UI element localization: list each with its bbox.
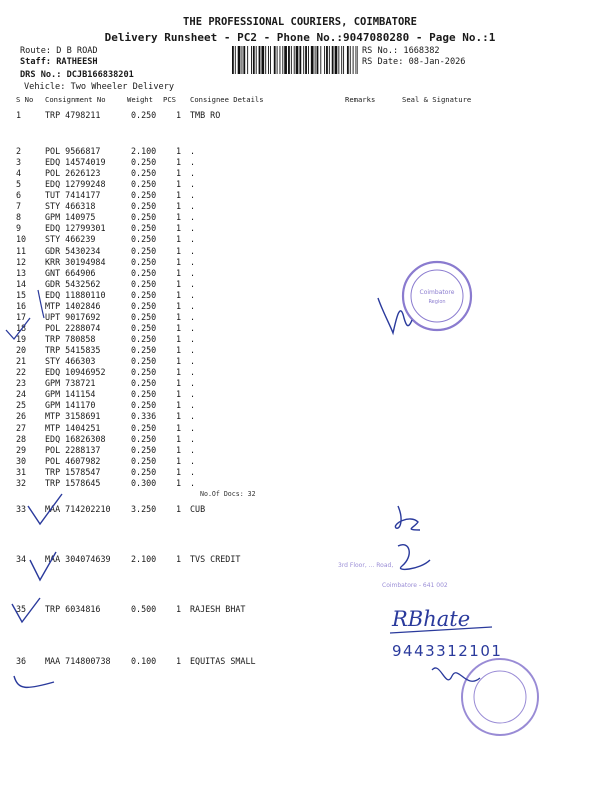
handwritten-phone: 9443312101 [392,642,503,660]
cell-consignment: EDQ 14574019 [45,157,106,168]
cell-consignment: TRP 1578645 [45,477,101,488]
cell-consignee: . [190,190,196,201]
cell-consignment: MTP 1404251 [45,422,101,433]
tick-mark-2 [6,318,30,339]
tick-mark-33 [28,494,62,524]
tick-mark-1 [38,290,44,318]
cell-weight: 0.100 [131,656,157,666]
cell-consignment: EDQ 12799301 [45,223,106,234]
cell-consignee: . [190,400,196,411]
route-label: Route: D B ROAD [20,46,98,56]
cell-sno: 8 [16,212,22,223]
cell-sno: 27 [16,422,27,433]
cell-consignee: . [190,334,196,345]
cell-weight: 0.250 [131,444,157,455]
cell-pcs: 1 [176,400,182,411]
cell-consignment: EDQ 16826308 [45,433,106,444]
cell-consignee: . [190,157,196,168]
cell-consignment: MAA 714202210 [45,504,111,514]
cell-consignee: . [190,444,196,455]
col-sno: S No [16,95,34,104]
cell-pcs: 1 [176,179,182,190]
cell-pcs: 1 [176,356,182,367]
tvs-stamp [338,562,448,589]
col-remarks: Remarks [345,95,376,104]
cell-pcs: 1 [176,234,182,245]
cell-consignee: . [190,300,196,311]
cell-consignee: . [190,168,196,179]
cell-consignee: EQUITAS SMALL [190,656,256,666]
cell-consignee: . [190,256,196,267]
tick-mark-35 [12,598,40,622]
cell-sno: 36 [16,656,27,666]
bank-stamp [462,659,538,735]
cell-weight: 0.250 [131,234,157,245]
cell-pcs: 1 [176,190,182,201]
cell-sno: 30 [16,455,27,466]
cell-consignment: TRP 5415835 [45,345,101,356]
cell-weight: 0.250 [131,201,157,212]
cell-weight: 0.250 [131,367,157,378]
cell-sno: 9 [16,223,22,234]
cell-pcs: 1 [176,256,182,267]
cell-pcs: 1 [176,245,182,256]
cell-weight: 0.250 [131,190,157,201]
cell-pcs: 1 [176,504,182,514]
cell-sno: 34 [16,554,27,564]
cell-consignee: . [190,433,196,444]
cell-consignee: . [190,289,196,300]
cell-sno: 26 [16,411,27,422]
cell-weight: 0.250 [131,422,157,433]
cell-weight: 0.300 [131,477,157,488]
cell-pcs: 1 [176,322,182,333]
cell-consignment: KRR 30194984 [45,256,106,267]
cell-weight: 0.250 [131,455,157,466]
cell-sno: 3 [16,157,22,168]
cell-weight: 0.250 [131,212,157,223]
cell-sno: 5 [16,179,22,190]
cell-weight: 2.100 [131,146,157,156]
cell-sno: 29 [16,444,27,455]
cell-sno: 13 [16,267,27,278]
cell-consignee: . [190,389,196,400]
cell-weight: 0.250 [131,334,157,345]
vehicle-label: Vehicle: Two Wheeler Delivery [24,82,175,92]
cell-consignment: TRP 780858 [45,334,96,345]
cell-pcs: 1 [176,334,182,345]
cell-sno: 2 [16,146,22,156]
cell-weight: 0.250 [131,400,157,411]
drs-number: DRS No.: DCJB166838201 [20,70,134,80]
cell-consignee: . [190,422,196,433]
signature-scribble-1 [378,298,412,333]
cell-weight: 0.250 [131,345,157,356]
cell-consignee: . [190,179,196,190]
cell-consignment: POL 9566817 [45,146,101,156]
signature-33 [395,506,420,530]
cell-consignee: . [190,234,196,245]
cell-consignee: . [190,466,196,477]
cell-sno: 32 [16,477,27,488]
cell-consignee: . [190,345,196,356]
cell-consignment: GPM 738721 [45,378,96,389]
cell-consignee: . [190,223,196,234]
cell-consignee: CUB [190,504,206,514]
cell-consignment: UPT 9017692 [45,311,101,322]
cell-sno: 7 [16,201,22,212]
cell-weight: 3.250 [131,504,157,514]
cell-pcs: 1 [176,656,182,666]
cell-sno: 6 [16,190,22,201]
cell-sno: 11 [16,245,27,256]
cell-weight: 0.250 [131,300,157,311]
cell-weight: 0.250 [131,466,157,477]
cell-consignee: . [190,267,196,278]
cell-pcs: 1 [176,422,182,433]
cell-consignee: TMB RO [190,110,221,120]
cell-pcs: 1 [176,168,182,179]
cell-consignment: MTP 3158691 [45,411,101,422]
svg-text:Region: Region [428,299,446,305]
cell-pcs: 1 [176,311,182,322]
svg-text:3rd Floor, ... Road,: 3rd Floor, ... Road, [338,562,394,569]
runsheet-subtitle: Delivery Runsheet - PC2 - Phone No.:9047080280 - Page No.:1 [104,31,496,44]
col-weight: Weight [127,95,153,104]
cell-sno: 1 [16,110,22,120]
courier-stamp [403,262,471,330]
cell-weight: 0.250 [131,433,157,444]
tick-mark-36 [14,676,54,687]
cell-pcs: 1 [176,212,182,223]
cell-pcs: 1 [176,267,182,278]
handwritten-signature: RBhate [392,607,471,631]
svg-text:Coimbatore - 641 002: Coimbatore - 641 002 [382,582,448,589]
cell-weight: 0.250 [131,110,157,120]
cell-sno: 18 [16,322,27,333]
cell-consignee: TVS CREDIT [190,554,241,564]
cell-consignee: . [190,356,196,367]
cell-pcs: 1 [176,554,182,564]
cell-consignment: EDQ 10946952 [45,367,106,378]
cell-weight: 0.250 [131,256,157,267]
cell-pcs: 1 [176,146,182,156]
cell-pcs: 1 [176,604,182,614]
cell-consignee: . [190,378,196,389]
cell-weight: 0.250 [131,311,157,322]
cell-sno: 20 [16,345,27,356]
cell-pcs: 1 [176,289,182,300]
cell-weight: 0.250 [131,157,157,168]
cell-consignment: GDR 5432562 [45,278,101,289]
cell-sno: 25 [16,400,27,411]
cell-consignee: . [190,322,196,333]
cell-sno: 23 [16,378,27,389]
cell-sno: 4 [16,168,22,179]
cell-pcs: 1 [176,345,182,356]
cell-weight: 0.250 [131,278,157,289]
cell-consignment: GPM 141170 [45,400,96,411]
cell-consignment: POL 4607982 [45,455,101,466]
cell-pcs: 1 [176,433,182,444]
cell-consignment: TRP 1578547 [45,466,101,477]
cell-weight: 0.250 [131,378,157,389]
cell-consignment: GPM 140975 [45,212,96,223]
signature-34 [398,545,430,570]
cell-sno: 14 [16,278,27,289]
cell-sno: 28 [16,433,27,444]
cell-consignee: RAJESH BHAT [190,604,246,614]
cell-consignee: . [190,311,196,322]
cell-weight: 0.500 [131,604,157,614]
cell-weight: 0.250 [131,223,157,234]
cell-pcs: 1 [176,300,182,311]
cell-consignment: TUT 7414177 [45,190,101,201]
cell-pcs: 1 [176,389,182,400]
cell-sno: 21 [16,356,27,367]
company-title: THE PROFESSIONAL COURIERS, COIMBATORE [183,16,417,28]
cell-weight: 0.250 [131,245,157,256]
cell-weight: 0.336 [131,411,157,422]
cell-weight: 0.250 [131,322,157,333]
cell-consignment: EDQ 12799248 [45,179,106,190]
cell-consignment: STY 466318 [45,201,96,212]
cell-consignment: GNT 664906 [45,267,96,278]
cell-sno: 12 [16,256,27,267]
cell-weight: 0.250 [131,289,157,300]
cell-consignee: . [190,367,196,378]
cell-weight: 0.250 [131,179,157,190]
cell-pcs: 1 [176,378,182,389]
col-consignment: Consignment No [45,95,106,104]
cell-consignment: GDR 5430234 [45,245,101,256]
rs-number: RS No.: 1668382 [362,46,440,56]
col-pcs: PCS [163,95,176,104]
docs-count: No.Of Docs: 32 [200,490,256,498]
cell-consignment: POL 2288137 [45,444,101,455]
cell-sno: 10 [16,234,27,245]
cell-consignment: STY 466239 [45,234,96,245]
cell-pcs: 1 [176,466,182,477]
cell-consignee: . [190,411,196,422]
cell-weight: 0.250 [131,267,157,278]
cell-consignee: . [190,278,196,289]
cell-weight: 0.250 [131,168,157,179]
staff-label: Staff: RATHEESH [20,57,98,67]
cell-consignment: EDQ 11880110 [45,289,106,300]
cell-consignment: TRP 4798211 [45,110,101,120]
cell-consignee: . [190,477,196,488]
cell-sno: 16 [16,300,27,311]
cell-consignment: POL 2626123 [45,168,101,179]
cell-consignee: . [190,201,196,212]
svg-text:Coimbatore: Coimbatore [419,289,455,296]
cell-sno: 15 [16,289,27,300]
cell-pcs: 1 [176,411,182,422]
cell-sno: 19 [16,334,27,345]
tick-mark-34 [30,552,56,580]
col-consignee: Consignee Details [190,95,264,104]
cell-pcs: 1 [176,444,182,455]
cell-pcs: 1 [176,223,182,234]
cell-weight: 2.100 [131,554,157,564]
cell-consignee: . [190,455,196,466]
cell-sno: 17 [16,311,27,322]
cell-pcs: 1 [176,278,182,289]
cell-consignment: GPM 141154 [45,389,96,400]
cell-pcs: 1 [176,110,182,120]
cell-consignment: MAA 714800738 [45,656,111,666]
cell-pcs: 1 [176,201,182,212]
cell-consignment: POL 2288074 [45,322,101,333]
cell-weight: 0.250 [131,356,157,367]
cell-sno: 24 [16,389,27,400]
cell-sno: 33 [16,504,27,514]
cell-consignee: . [190,146,196,156]
cell-consignment: TRP 6034816 [45,604,101,614]
cell-pcs: 1 [176,477,182,488]
cell-pcs: 1 [176,157,182,168]
cell-sno: 22 [16,367,27,378]
cell-sno: 35 [16,604,27,614]
cell-pcs: 1 [176,367,182,378]
cell-consignment: STY 466303 [45,356,96,367]
cell-consignee: . [190,212,196,223]
cell-consignment: MTP 1402846 [45,300,101,311]
rs-date: RS Date: 08-Jan-2026 [362,57,466,67]
cell-consignment: MAA 304074639 [45,554,111,564]
cell-sno: 31 [16,466,27,477]
col-seal-signature: Seal & Signature [402,95,472,104]
cell-weight: 0.250 [131,389,157,400]
cell-consignee: . [190,245,196,256]
cell-pcs: 1 [176,455,182,466]
